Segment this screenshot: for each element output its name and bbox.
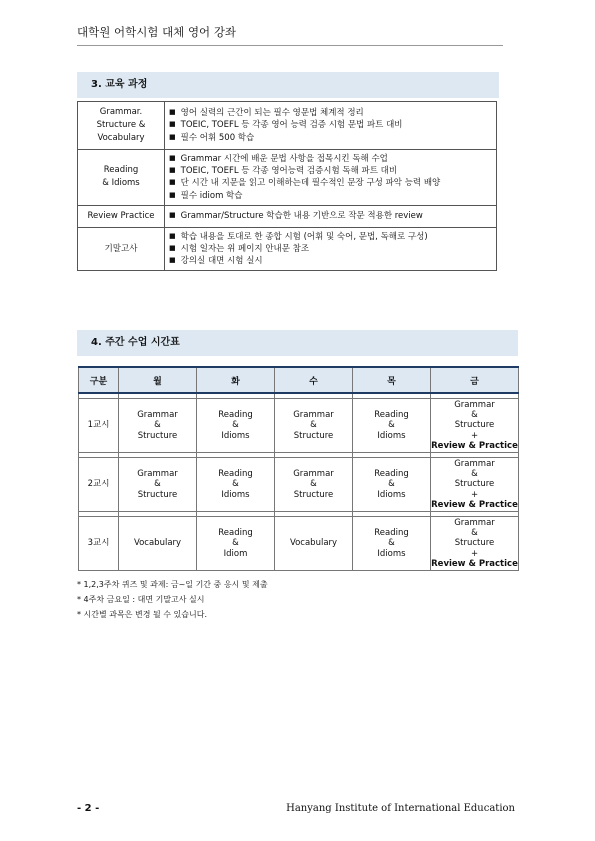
schedule-cell-line: Idioms (221, 430, 250, 441)
schedule-header-cell: 금 (431, 367, 519, 393)
period-label: 2교시 (79, 458, 119, 512)
curriculum-label-line: Structure & (96, 120, 146, 130)
curriculum-label-line: & Idioms (102, 178, 140, 189)
schedule-note: * 1,2,3주차 퀴즈 및 과제: 금~일 기간 중 응시 및 제출 (77, 580, 268, 589)
bullet-item: ■ 단 시간 내 지문을 읽고 이해하는데 필수적인 문장 구성 파악 능력 배양 (169, 177, 492, 189)
schedule-cell-line: Structure (137, 430, 178, 441)
schedule-cell (197, 399, 275, 453)
bullet-item: ■ 시험 일자는 위 페이지 안내문 참조 (169, 243, 492, 255)
curriculum-row (78, 150, 497, 206)
schedule-cell-line: & (388, 479, 395, 490)
schedule-header-cell: 월 (119, 367, 197, 393)
page-header: 대학원 어학시험 대체 영어 강좌 (77, 24, 503, 46)
schedule-cell-line: Grammar (293, 410, 334, 421)
schedule-cell-line: Idioms (377, 548, 406, 559)
schedule-cell-line: Reading (374, 528, 409, 539)
schedule-cell-line: & (471, 410, 478, 421)
schedule-cell-line: Grammar (454, 459, 495, 470)
curriculum-description (165, 227, 497, 271)
schedule-cell-line: & (154, 420, 161, 431)
curriculum-row (78, 227, 497, 271)
schedule-cell-line: Grammar (137, 469, 178, 480)
curriculum-label (78, 205, 165, 227)
schedule-cell-line: Structure (293, 489, 334, 500)
schedule-cell (431, 399, 519, 453)
schedule-cell-line: & (232, 538, 239, 549)
schedule-cell (275, 399, 353, 453)
schedule-cell-line: Reading (218, 469, 253, 480)
schedule-cell-line: Reading (374, 469, 409, 480)
bullet-item: ■ TOEIC, TOEFL 등 각종 영어능력 검증시험 독해 파트 대비 (169, 165, 492, 177)
schedule-cell (197, 517, 275, 571)
curriculum-description (165, 102, 497, 150)
schedule-cell (275, 517, 353, 571)
section-4-title: 4. 주간 수업 시간표 (77, 330, 518, 356)
schedule-cell (431, 458, 519, 512)
schedule-table (78, 366, 519, 571)
schedule-cell-line: Reading (218, 410, 253, 421)
schedule-cell-line: & (154, 479, 161, 490)
schedule-cell-line: + (470, 489, 479, 500)
bullet-list (169, 107, 492, 144)
schedule-row (79, 458, 519, 512)
schedule-cell-line: + (470, 548, 479, 559)
schedule-cell (353, 399, 431, 453)
schedule-cell-line: Structure (137, 489, 178, 500)
schedule-cell-line: Idiom (223, 548, 248, 559)
schedule-cell-line: Idioms (221, 489, 250, 500)
schedule-notes (77, 577, 268, 622)
schedule-cell-line: Structure (454, 420, 495, 431)
bullet-item: ■ TOEIC, TOEFL 등 각종 영어 능력 검증 시험 문법 파트 대비 (169, 119, 492, 131)
curriculum-table (77, 101, 497, 271)
curriculum-description (165, 205, 497, 227)
schedule-row (79, 399, 519, 453)
bullet-item: ■ Grammar 시간에 배운 문법 사항을 접목시킨 독해 수업 (169, 153, 492, 165)
bullet-item: ■ 학습 내용을 토대로 한 종합 시험 (어휘 및 숙어, 문법, 독해로 구성) (169, 231, 492, 243)
schedule-note: * 4주차 금요일 : 대면 기말고사 실시 (77, 595, 205, 604)
schedule-cell-line: Structure (293, 430, 334, 441)
schedule-cell-line: Review & Practice (431, 499, 518, 510)
bullet-item: ■ 강의실 대면 시험 실시 (169, 255, 492, 267)
curriculum-label (78, 102, 165, 150)
period-label: 3교시 (79, 517, 119, 571)
footer-institution: Hanyang Institute of International Education (286, 803, 515, 814)
schedule-cell (353, 458, 431, 512)
bullet-item: ■ 필수 idiom 학습 (169, 190, 492, 202)
schedule-cell (119, 458, 197, 512)
curriculum-label-line: Grammar. (99, 107, 143, 117)
schedule-cell-line: Reading (374, 410, 409, 421)
schedule-header-cell: 화 (197, 367, 275, 393)
schedule-cell-line: + (470, 430, 479, 441)
section-3-title: 3. 교육 과정 (77, 72, 499, 98)
schedule-cell-line: Grammar (293, 469, 334, 480)
curriculum-label (78, 150, 165, 206)
schedule-cell (275, 458, 353, 512)
schedule-cell-line: Idioms (377, 489, 406, 500)
curriculum-row (78, 102, 497, 150)
schedule-cell-line: Idioms (377, 430, 406, 441)
schedule-cell-line: & (471, 528, 478, 539)
bullet-list (169, 153, 492, 202)
schedule-header-cell: 구분 (79, 367, 119, 393)
schedule-header-cell: 목 (353, 367, 431, 393)
schedule-cell-line: Grammar (454, 518, 495, 529)
schedule-cell-line: & (388, 538, 395, 549)
bullet-list (169, 210, 492, 222)
schedule-cell-line: & (310, 479, 317, 490)
schedule-cell (197, 458, 275, 512)
schedule-cell-line: & (232, 420, 239, 431)
schedule-cell-line: Vocabulary (289, 538, 338, 549)
schedule-cell-line: Structure (454, 479, 495, 490)
schedule-cell (119, 399, 197, 453)
bullet-item: ■ 영어 실력의 근간이 되는 필수 영문법 체계적 정리 (169, 107, 492, 119)
bullet-item: ■ 필수 어휘 500 학습 (169, 132, 492, 144)
schedule-cell-line: Vocabulary (133, 538, 182, 549)
schedule-cell (119, 517, 197, 571)
curriculum-description (165, 150, 497, 206)
curriculum-label-line: Reading (103, 165, 139, 176)
schedule-cell-line: & (471, 469, 478, 480)
schedule-cell-line: & (310, 420, 317, 431)
schedule-cell-line: Grammar (454, 400, 495, 410)
page-number: - 2 - (77, 803, 100, 814)
curriculum-label-line: 기말고사 (104, 243, 138, 254)
bullet-list (169, 231, 492, 268)
period-label: 1교시 (79, 399, 119, 453)
schedule-cell-line: & (232, 479, 239, 490)
schedule-cell-line: & (388, 420, 395, 431)
schedule-note: * 시간별 과목은 변경 될 수 있습니다. (77, 610, 207, 619)
schedule-row (79, 517, 519, 571)
curriculum-label-line: Vocabulary (97, 133, 145, 143)
schedule-cell-line: Grammar (137, 410, 178, 421)
schedule-cell (353, 517, 431, 571)
curriculum-row (78, 205, 497, 227)
bullet-item: ■ Grammar/Structure 학습한 내용 기반으로 작문 적용한 review (169, 210, 492, 222)
schedule-header-cell: 수 (275, 367, 353, 393)
curriculum-label (78, 227, 165, 271)
schedule-cell-line: Review & Practice (431, 558, 518, 569)
schedule-cell-line: Review & Practice (431, 440, 518, 451)
curriculum-label-line: Review Practice (87, 210, 155, 221)
schedule-cell-line: Structure (454, 538, 495, 549)
schedule-cell-line: Reading (218, 528, 253, 539)
schedule-cell (431, 517, 519, 571)
